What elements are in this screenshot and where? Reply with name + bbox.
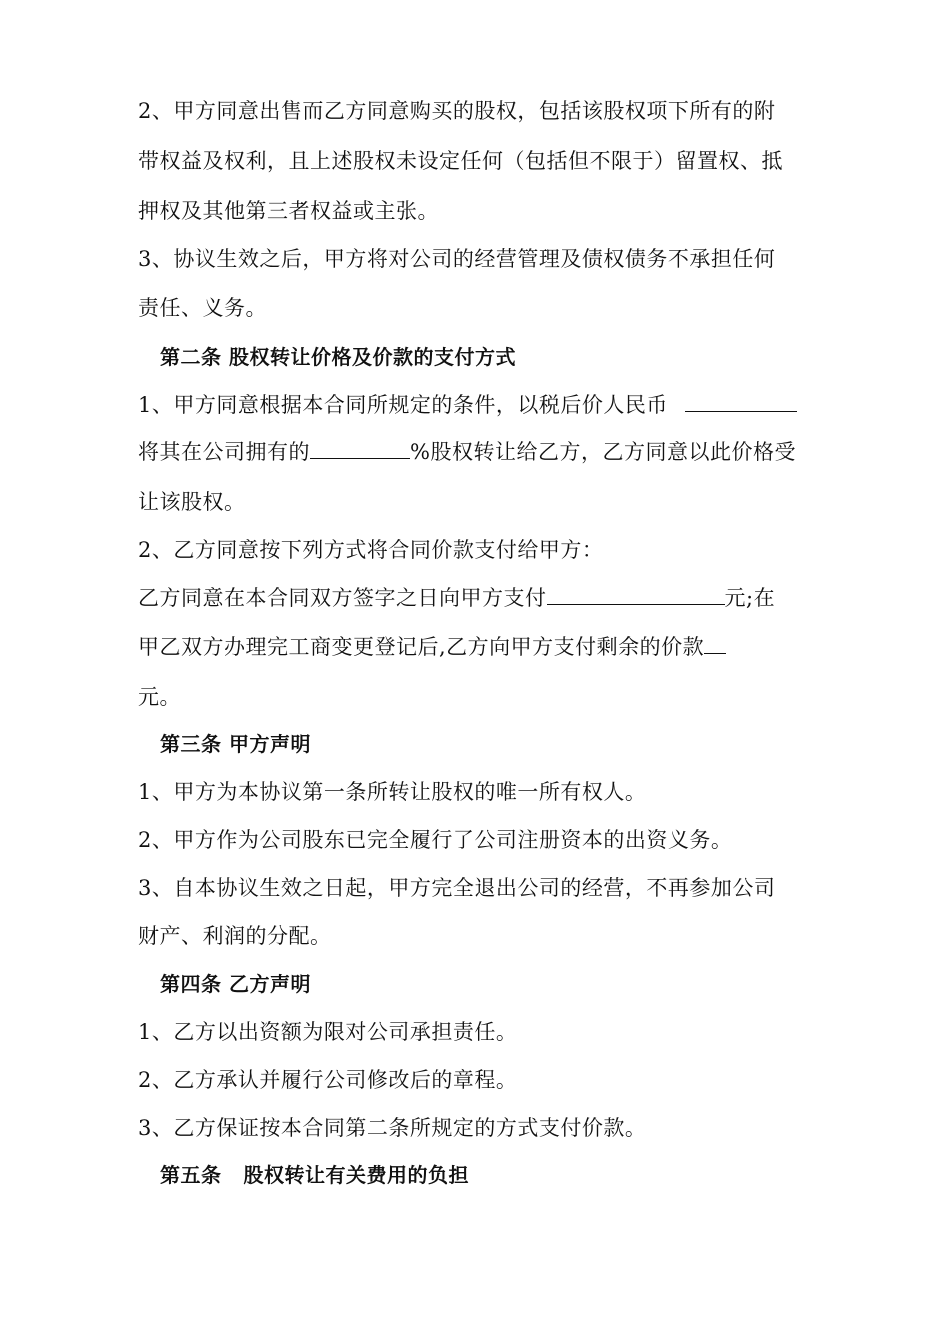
line-text: 将其在公司拥有的 [138, 440, 310, 464]
paragraph-line: 押权及其他第三者权益或主张。 [138, 199, 439, 223]
paragraph-line: 责任、义务。 [138, 296, 267, 320]
paragraph-line: 1、甲方为本协议第一条所转让股权的唯一所有权人。 [138, 780, 647, 804]
article-5-heading [160, 1161, 469, 1189]
article-2-heading: 第二条 股权转让价格及价款的支付方式 [160, 345, 516, 369]
paragraph-line: 2、甲方作为公司股东已完全履行了公司注册资本的出资义务。 [138, 828, 733, 852]
article-number: 第五条 [160, 1163, 222, 1187]
first-payment-blank [547, 584, 725, 605]
paragraph-line: 1、乙方以出资额为限对公司承担责任。 [138, 1020, 518, 1044]
paragraph-line: 2、甲方同意出售而乙方同意购买的股权，包括该股权项下所有的附 [138, 99, 776, 123]
paragraph-line: 2、乙方同意按下列方式将合同价款支付给甲方： [138, 538, 604, 562]
paragraph-line: 2、乙方承认并履行公司修改后的章程。 [138, 1068, 518, 1092]
paragraph-line: 让该股权。 [138, 490, 246, 514]
article-4-heading: 第四条 乙方声明 [160, 972, 311, 996]
paragraph-line: 带权益及权利，且上述股权未设定任何（包括但不限于）留置权、抵 [138, 149, 783, 173]
paragraph-line [138, 633, 726, 661]
line-text: 元;在 [724, 586, 776, 610]
remaining-payment-blank [704, 633, 726, 654]
line-text: 1、甲方同意根据本合同所规定的条件，以税后价人民币 [138, 393, 668, 417]
line-text: %股权转让给乙方，乙方同意以此价格受 [410, 440, 796, 464]
price-blank [685, 391, 797, 412]
paragraph-line [138, 391, 797, 419]
line-text: 乙方同意在本合同双方签字之日向甲方支付 [138, 586, 547, 610]
paragraph-line: 3、自本协议生效之日起，甲方完全退出公司的经营，不再参加公司 [138, 876, 776, 900]
article-title: 股权转让有关费用的负担 [243, 1163, 469, 1187]
paragraph-line [138, 438, 796, 466]
percent-blank [310, 438, 410, 459]
line-text: 甲乙双方办理完工商变更登记后,乙方向甲方支付剩余的价款 [138, 635, 705, 659]
paragraph-line [138, 584, 775, 612]
paragraph-line: 3、乙方保证按本合同第二条所规定的方式支付价款。 [138, 1116, 647, 1140]
article-3-heading: 第三条 甲方声明 [160, 732, 311, 756]
paragraph-line: 元。 [138, 685, 181, 709]
paragraph-line: 财产、利润的分配。 [138, 924, 332, 948]
paragraph-line: 3、协议生效之后，甲方将对公司的经营管理及债权债务不承担任何 [138, 247, 776, 271]
